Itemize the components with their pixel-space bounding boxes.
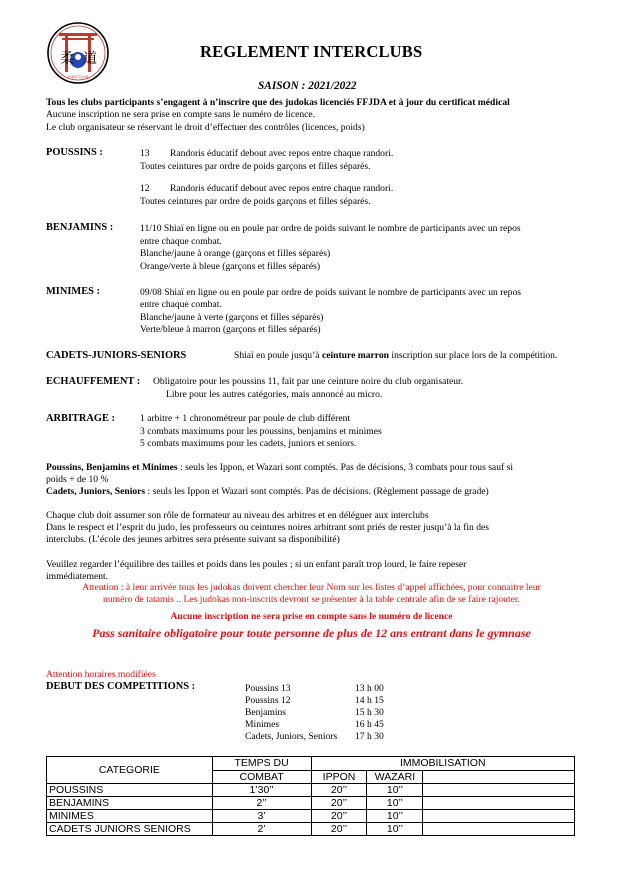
club-logo: [47, 22, 109, 84]
poussins-12-line-1: Randoris éducatif debout avec repos entre chaque randori.: [170, 183, 394, 194]
table-row: [47, 797, 575, 810]
header-temps-1: TEMPS DU: [212, 757, 311, 771]
row-category: CADETS JUNIORS SENIORS: [47, 823, 213, 836]
combat-times-table: [46, 756, 575, 836]
attention-line-1: Attention : à leur arrivée tous les judokas doivent chercher leur Nom sur les listes d’appel affichées, pour connaitre leur: [82, 582, 541, 593]
row-category: BENJAMINS: [47, 797, 213, 810]
header-empty: [423, 770, 575, 784]
intro-line-2: Aucune inscription ne sera prise en compte sans le numéro de licence.: [46, 109, 316, 120]
schedule-time-1: 13 h 00: [355, 683, 384, 694]
arbitrage-line-1: 1 arbitre + 1 chronométreur par poule de club différent: [140, 413, 351, 424]
intro-line-3: Le club organisateur se réservant le droit d’effectuer des contrôles (licences, poids): [46, 122, 365, 133]
row-wazari: 10’’: [367, 810, 423, 823]
minimes-line-1: 09/08 Shiaï en ligne ou en poule par ordre de poids suivant le nombre de participants avec un repos: [140, 287, 521, 298]
cadets-label: CADETS-JUNIORS-SENIORS: [46, 350, 187, 361]
benjamins-line-2: entre chaque combat.: [140, 236, 222, 247]
cadets-text-bold: ceinture marron: [321, 350, 389, 361]
table-header-row: [47, 757, 575, 771]
row-empty: [423, 810, 575, 823]
schedule-time-4: 16 h 45: [355, 719, 384, 730]
attention-line-3: Aucune inscription ne sera prise en compte sans le numéro de licence: [170, 611, 453, 622]
season: SAISON : 2021/2022: [258, 80, 357, 92]
row-wazari: 10’’: [367, 797, 423, 810]
schedule-cat-3: Benjamins: [245, 707, 287, 718]
cadets-text-a: Shiaï en poule jusqu’à: [234, 350, 322, 361]
poussins-12-line-2: Toutes ceintures par ordre de poids garçons et filles séparés.: [140, 196, 371, 207]
arbitrage-line-3: 5 combats maximums pour les cadets, juniors et seniors.: [140, 438, 357, 449]
row-empty: [423, 797, 575, 810]
schedule-cat-4: Minimes: [245, 719, 280, 730]
scoring-p1: [46, 462, 513, 474]
arbitrage-line-2: 3 combats maximums pour les poussins, benjamins et minimes: [140, 426, 382, 437]
row-temps: 2’’: [212, 797, 311, 810]
row-ippon: 20’’: [311, 784, 367, 797]
header-wazari: WAZARI: [367, 770, 423, 784]
page-title: REGLEMENT INTERCLUBS: [200, 42, 423, 61]
arbitrage-label: ARBITRAGE :: [46, 413, 115, 424]
poussins-13-num: 13: [140, 148, 150, 159]
poussins-13-line-1: Randoris éducatif debout avec repos entre chaque randori.: [170, 148, 394, 159]
minimes-label: MINIMES :: [46, 286, 100, 297]
row-temps: 1’30’’: [212, 784, 311, 797]
balance-line-2: immédiatement.: [46, 571, 109, 582]
schedule-notice: Attention horaires modifiées: [46, 669, 156, 680]
scoring-p2: [46, 486, 489, 498]
table-row: [47, 810, 575, 823]
row-wazari: 10’’: [367, 823, 423, 836]
poussins-label: POUSSINS :: [46, 147, 103, 158]
clubs-line-3: interclubs. (L’école des jeunes arbitres sera présente suivant sa disponibilité): [46, 534, 340, 545]
poussins-12-num: 12: [140, 183, 150, 194]
header-immobilisation: IMMOBILISATION: [311, 757, 574, 771]
schedule-time-2: 14 h 15: [355, 695, 384, 706]
header-categorie: CATEGORIE: [47, 757, 213, 784]
benjamins-label: BENJAMINS :: [46, 222, 114, 233]
row-ippon: 20’’: [311, 823, 367, 836]
attention-line-2: numéro de tatamis .. Les judokas non-inscrits devront se présenter à la table centrale afin de se faire rajouter.: [103, 594, 520, 605]
poussins-13-line-2: Toutes ceintures par ordre de poids garçons et filles séparés.: [140, 161, 371, 172]
clubs-line-1: Chaque club doit assumer son rôle de formateur au niveau des arbitres et en déléguer aux interclubs: [46, 510, 429, 521]
row-temps: 3’: [212, 810, 311, 823]
logo-glyph-right: 道: [83, 51, 97, 67]
scoring-p2-text: : seuls les Ippon et Wazari sont comptés. Pas de décisions. (Règlement passage de grade): [145, 486, 489, 497]
table-row: [47, 784, 575, 797]
row-ippon: 20’’: [311, 797, 367, 810]
schedule-label: DEBUT DES COMPETITIONS :: [46, 681, 196, 692]
scoring-p1-text: : seuls les Ippon, et Wazari sont comptés. Pas de décisions, 3 combats pour tous sauf si: [177, 462, 513, 473]
table-row: [47, 823, 575, 836]
schedule-time-3: 15 h 30: [355, 707, 384, 718]
row-empty: [423, 784, 575, 797]
row-ippon: 20’’: [311, 810, 367, 823]
balance-line-1: Veuillez regarder l’équilibre des tailles et poids dans les poules ; si un enfant paraît trop lourd, le faire repeser: [46, 559, 467, 570]
intro-line-1: Tous les clubs participants s’engagent à n’inscrire que des judokas licenciés FFJDA et à jour du certificat médical: [46, 97, 510, 108]
cadets-text: [234, 350, 557, 362]
schedule-time-5: 17 h 30: [355, 731, 384, 742]
scoring-p2-bold: Cadets, Juniors, Seniors: [46, 486, 146, 497]
header-ippon: IPPON: [311, 770, 367, 784]
echauffement-label: ECHAUFFEMENT :: [46, 376, 141, 387]
row-category: POUSSINS: [47, 784, 213, 797]
row-temps: 2’: [212, 823, 311, 836]
echauffement-line-2: Libre pour les autres catégories, mais annoncé au micro.: [166, 389, 383, 400]
logo-caption: JUDO CLUB: [68, 75, 88, 79]
minimes-line-3: Blanche/jaune à verte (garçons et filles séparés): [140, 312, 324, 323]
minimes-line-2: entre chaque combat.: [140, 299, 222, 310]
benjamins-line-1: 11/10 Shiaï en ligne ou en poule par ordre de poids suivant le nombre de participants avec un repos: [140, 223, 521, 234]
benjamins-line-3: Blanche/jaune à orange (garçons et filles séparés): [140, 248, 331, 259]
scoring-p1-line-2: poids + de 10 %: [46, 474, 109, 485]
minimes-line-4: Verte/bleue à marron (garçons et filles séparés): [140, 324, 321, 335]
row-wazari: 10’’: [367, 784, 423, 797]
pass-sanitaire-notice: Pass sanitaire obligatoire pour toute personne de plus de 12 ans entrant dans le gymnase: [92, 626, 531, 640]
echauffement-line-1: Obligatoire pour les poussins 11, fait par une ceinture noire du club organisateur.: [153, 376, 464, 387]
benjamins-line-4: Orange/verte à bleue (garçons et filles séparés): [140, 261, 321, 272]
logo-glyph-left: 柔: [60, 51, 74, 67]
cadets-text-b: inscription sur place lors de la compétition.: [389, 350, 558, 361]
schedule-cat-1: Poussins 13: [245, 683, 291, 694]
scoring-p1-bold: Poussins, Benjamins et Minimes: [46, 462, 178, 473]
clubs-line-2: Dans le respect et l’esprit du judo, les professeurs ou ceintures noires arbitrant sont priés de rester jusqu’à la fin des: [46, 522, 490, 533]
header-temps-2: COMBAT: [212, 770, 311, 784]
row-category: MINIMES: [47, 810, 213, 823]
schedule-cat-5: Cadets, Juniors, Seniors: [245, 731, 338, 742]
row-empty: [423, 823, 575, 836]
schedule-cat-2: Poussins 12: [245, 695, 291, 706]
